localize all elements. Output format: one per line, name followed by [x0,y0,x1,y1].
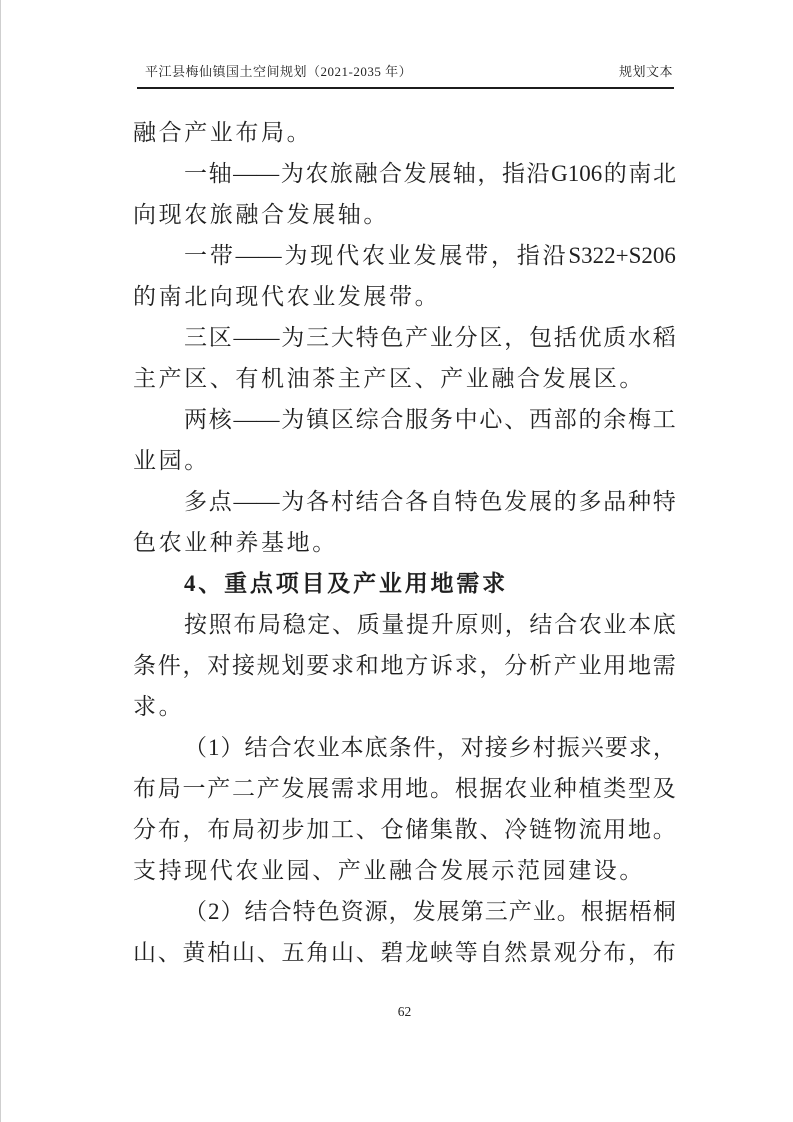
text-token: 沿 [542,243,566,268]
text-token: 划 [281,653,305,678]
text-token: 分 [504,653,528,678]
text-token: 稻 [652,325,676,350]
text-token: 布 [603,940,627,965]
text-token: —— [233,161,280,186]
text-token: 包 [528,325,552,350]
text-token: 工 [331,817,354,842]
text-token: 业 [429,325,453,350]
text-token: 照 [208,612,232,637]
text-line [133,645,676,686]
text-line [133,932,676,973]
text-token: 色 [479,489,503,514]
text-token: 质 [356,612,380,637]
text-token: 色 [316,899,340,924]
text-token: 1 [208,735,220,760]
text-token: 为 [281,407,305,432]
text-token: 龙 [405,940,429,965]
text-token: 布 [157,817,181,842]
text-line [133,891,676,932]
text-token: 展 [439,243,463,268]
text-token: 局 [157,776,181,801]
page-number: 62 [397,1004,412,1019]
text-token: 发 [504,489,528,514]
text-token: 第 [460,899,484,924]
text-token: 、 [256,940,280,965]
text-token: 务 [429,407,453,432]
text-token: ， [436,735,460,760]
text-token: 2 [208,899,220,924]
text-token: 五 [281,940,305,965]
text-line: 色农业种养基地。 [133,530,338,555]
text-token: 兴 [580,735,604,760]
text-token: 景 [529,940,552,965]
text-token: 农 [578,612,602,637]
text-token: 求 [355,776,379,801]
text-token: 为 [281,489,305,514]
text-token: —— [235,243,282,268]
text-token: 特 [652,489,676,514]
text-token: 、 [157,940,181,965]
text-token: 条 [388,735,412,760]
text-token: 地 [380,653,404,678]
text-token: （ [184,899,207,924]
text-token: 一 [184,243,207,268]
text-token: 、 [355,940,379,965]
text-token: 然 [504,940,528,965]
page-header [145,61,673,81]
text-token: 指 [516,243,540,268]
text-token: 特 [454,489,478,514]
text-token: 要 [306,653,330,678]
document-body [133,112,676,973]
text-token: 山 [133,940,156,965]
text-token: 一 [182,776,206,801]
text-token: 布 [233,612,257,637]
text-token: 村 [330,489,354,514]
text-token: 地 [628,653,651,678]
text-token: 要 [604,735,628,760]
text-token: 储 [405,817,429,842]
text-token: 地 [628,817,651,842]
text-token: 产 [405,325,429,350]
text-token: 流 [578,817,602,842]
text-token: 地 [405,776,429,801]
text-line [133,153,676,194]
text-token: 多 [184,489,207,514]
text-token: 三 [184,325,207,350]
text-token: 三 [306,325,330,350]
text-token: 综 [355,407,379,432]
text-token: 物 [553,817,577,842]
text-token: 括 [553,325,577,350]
text-token: ， [490,243,514,268]
text-token: 轴 [452,161,476,186]
text-line: 向现农旅融合发展轴。 [133,202,389,227]
text-token: 工 [652,407,676,432]
text-token: 柏 [207,940,231,965]
text-token: 中 [454,407,478,432]
text-token: 各 [405,489,429,514]
text-token: 区 [479,325,503,350]
text-token: 发 [412,899,436,924]
text-token: 多 [578,489,602,514]
text-token: 求 [454,653,478,678]
text-token: 据 [479,776,503,801]
text-token: 业 [529,776,552,801]
text-token: 余 [603,407,627,432]
text-token: 、 [355,817,379,842]
text-token: 根 [454,776,478,801]
text-token: 产 [508,899,532,924]
text-token: 合 [380,489,404,514]
text-token: ， [182,653,206,678]
text-token: 心 [479,407,503,432]
text-token: 自 [479,940,503,965]
text-token: 结 [529,612,553,637]
document-type-label: 规划文本 [618,64,673,79]
text-token: 局 [258,612,282,637]
text-token: 桐 [652,899,676,924]
text-token: 稳 [282,612,306,637]
text-token: 布 [207,817,231,842]
text-token: ， [628,940,651,965]
text-token: 方 [405,653,429,678]
text-token: 布 [133,776,156,801]
text-line: 融合产业布局。 [133,120,313,145]
text-token: 山 [331,940,354,965]
text-token: 本 [628,612,652,637]
text-token: 对 [460,735,484,760]
text-token: 则 [480,612,504,637]
header-divider [137,87,674,89]
text-token: 定 [307,612,331,637]
text-token: 分 [133,817,156,842]
text-token: 为 [284,243,308,268]
text-token: 型 [628,776,651,801]
text-token: 发 [281,776,305,801]
text-token: 、 [332,612,356,637]
text-token: 局 [232,817,255,842]
text-token: 发 [403,161,427,186]
text-line: 求。 [133,694,185,719]
text-token: 。 [430,776,453,801]
text-token: 的 [553,489,577,514]
text-token: 各 [306,489,330,514]
text-token: 诉 [430,653,453,678]
text-line [133,399,676,440]
text-token: 品 [603,489,627,514]
text-token: 水 [628,325,652,350]
text-line [133,809,676,850]
text-token: 特 [292,899,316,924]
text-token: 业 [532,899,556,924]
text-token: 业 [603,612,627,637]
text-token: 对 [207,653,231,678]
text-token: 梧 [628,899,652,924]
text-token: 带 [465,243,489,268]
text-token: 为 [281,325,305,350]
text-token: 根 [580,899,604,924]
text-token: 分 [578,940,602,965]
text-token: 两 [184,407,207,432]
text-token: 现 [310,243,334,268]
text-token: 用 [603,817,627,842]
text-token: 一 [184,161,207,186]
section-heading: 4、重点项目及产业用地需求 [184,571,508,596]
text-token: 色 [380,325,404,350]
text-token: 链 [529,817,552,842]
text-token: 用 [380,776,404,801]
text-token: 、 [479,817,503,842]
text-token: ， [182,817,206,842]
text-token: 黄 [182,940,206,965]
text-token: 合 [268,899,292,924]
text-token: ， [479,653,503,678]
text-token: 步 [281,817,305,842]
text-token: 质 [603,325,627,350]
text-token: 件 [157,653,181,678]
text-token: 农 [305,161,329,186]
text-token: 的 [603,161,627,186]
text-line [133,235,676,276]
text-token: 产 [553,653,577,678]
scan-edge-artifact [0,0,1,1122]
text-token: 条 [133,653,156,678]
text-line [133,481,676,522]
text-line [133,317,676,358]
text-token: 散 [454,817,478,842]
text-token: （ [184,735,207,760]
text-token: —— [233,325,280,350]
text-token: 农 [361,243,385,268]
text-token: ， [477,161,501,186]
text-token: 。 [556,899,580,924]
text-token: 加 [306,817,330,842]
text-token: 展 [428,161,452,186]
text-token: 类 [603,776,627,801]
text-line [133,604,676,645]
text-token: 特 [355,325,379,350]
text-token: 接 [232,653,255,678]
text-token: 需 [652,653,676,678]
text-token: 西 [528,407,552,432]
text-token: 提 [406,612,430,637]
text-token: 仓 [380,817,404,842]
text-token: 、 [504,407,528,432]
text-token: 部 [553,407,577,432]
text-token: 。 [652,817,676,842]
text-token: 需 [331,776,354,801]
text-token: 碧 [380,940,404,965]
text-token: 初 [256,817,280,842]
text-token: 产 [207,776,231,801]
text-token: 量 [381,612,405,637]
text-token: 结 [244,735,268,760]
text-token: 用 [603,653,627,678]
text-line: 主产区、有机油茶主产区、产业融合发展区。 [133,366,645,391]
text-token: 展 [306,776,330,801]
text-line [133,768,676,809]
text-token: 合 [268,735,292,760]
text-token: 结 [355,489,379,514]
text-token: 二 [232,776,255,801]
text-token: 求 [628,735,652,760]
text-token: 展 [436,899,460,924]
text-token: 等 [454,940,478,965]
text-token: 种 [628,489,652,514]
text-token: S322+S206 [568,243,676,268]
text-token: 观 [553,940,577,965]
text-token: 沿 [526,161,550,186]
text-token: 植 [578,776,602,801]
text-token: 代 [336,243,360,268]
text-token: 角 [306,940,330,965]
text-token: 大 [330,325,354,350]
text-line: 的南北向现代农业发展带。 [133,284,441,309]
text-token: 发 [413,243,437,268]
text-token: 规 [256,653,280,678]
text-token: 和 [355,653,379,678]
text-token: 乡 [508,735,532,760]
text-token: ， [652,735,676,760]
text-token: 结 [244,899,268,924]
text-token: 本 [340,735,364,760]
text-token: 及 [652,776,676,801]
text-line: 支持现代农业园、产业融合发展示范园建设。 [133,858,645,883]
text-token: 析 [529,653,552,678]
text-token: 区 [330,407,354,432]
text-token: 为 [280,161,304,186]
text-token: 轴 [208,161,232,186]
text-token: 种 [553,776,577,801]
text-token: 产 [256,776,280,801]
text-token: 带 [209,243,233,268]
text-token: 据 [604,899,628,924]
text-token: 北 [652,161,676,186]
text-token: 底 [364,735,388,760]
text-token: 梅 [628,407,652,432]
text-token: 资 [340,899,364,924]
text-line: 业园。 [133,448,210,473]
text-token: 接 [484,735,508,760]
text-token: 区 [208,325,232,350]
text-token: 业 [387,243,411,268]
text-token: 底 [652,612,676,637]
text-token: 南 [628,161,652,186]
text-token: 展 [528,489,552,514]
text-token: 业 [316,735,340,760]
text-token: 布 [652,940,676,965]
text-token: 融 [354,161,378,186]
text-token: 升 [430,612,454,637]
text-token: 指 [501,161,525,186]
text-token: 源 [364,899,388,924]
text-token: 的 [578,407,602,432]
text-token: 集 [430,817,453,842]
text-token: 合 [379,161,403,186]
text-token: 峡 [430,940,453,965]
text-token: 合 [380,407,404,432]
text-token: 求 [331,653,354,678]
text-token: 三 [484,899,508,924]
text-token: —— [233,407,280,432]
text-token: 原 [455,612,479,637]
text-token: —— [233,489,280,514]
text-token: 业 [578,653,602,678]
text-token: 山 [232,940,255,965]
text-token: 农 [504,776,528,801]
text-token: 旅 [329,161,353,186]
text-token: 村 [532,735,556,760]
text-token: 农 [292,735,316,760]
text-token: 服 [405,407,429,432]
text-token: 点 [208,489,232,514]
text-token: ， [504,325,528,350]
text-token: 按 [184,612,207,637]
page-footer [133,1004,676,1020]
text-token: 件 [412,735,436,760]
text-token: 核 [208,407,232,432]
text-token: ， [504,612,528,637]
text-token: ， [388,899,412,924]
document-title: 平江县梅仙镇国土空间规划（2021-2035 年） [145,64,413,79]
text-token: 优 [578,325,602,350]
text-token: G106 [551,161,603,186]
text-token: 合 [554,612,578,637]
text-token: 分 [454,325,478,350]
text-token: 冷 [504,817,528,842]
text-token: 自 [429,489,453,514]
text-line [133,727,676,768]
text-token: 振 [556,735,580,760]
text-token: ） [220,899,244,924]
text-token: ） [220,735,244,760]
text-token: 镇 [306,407,330,432]
